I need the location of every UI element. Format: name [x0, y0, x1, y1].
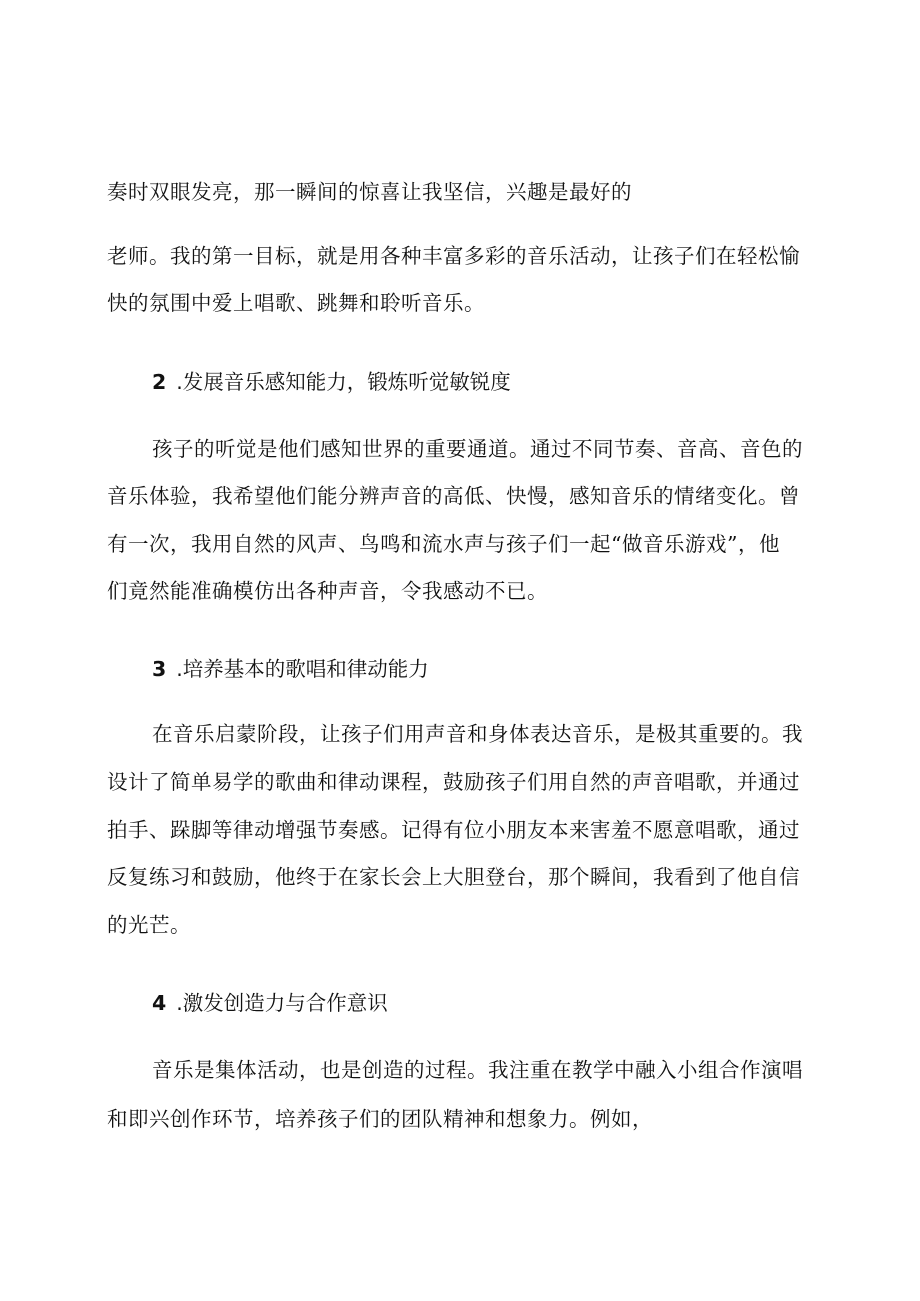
- section-number: 4: [152, 991, 167, 1015]
- paragraph-line: 音乐体验，我希望他们能分辨声音的高低、快慢，感知音乐的情绪变化。曾: [107, 484, 800, 508]
- paragraph-line: 孩子的听觉是他们感知世界的重要通道。通过不同节奏、音高、音色的: [152, 437, 803, 461]
- section-heading-2: [152, 368, 511, 396]
- paragraph-line: 音乐是集体活动，也是创造的过程。我注重在教学中融入小组合作演唱: [152, 1058, 803, 1082]
- paragraph-line: 设计了简单易学的歌曲和律动课程，鼓励孩子们用自然的声音唱歌，并通过: [107, 770, 800, 794]
- paragraph-line: 们竟然能准确模仿出各种声音，令我感动不已。: [107, 579, 548, 603]
- paragraph-line: 拍手、跺脚等律动增强节奏感。记得有位小朋友本来害羞不愿意唱歌，通过: [107, 818, 800, 842]
- section-number: 3: [152, 657, 167, 681]
- paragraph-line: 老师。我的第一目标，就是用各种丰富多彩的音乐活动，让孩子们在轻松愉: [107, 244, 800, 268]
- paragraph-line: 在音乐启蒙阶段，让孩子们用声音和身体表达音乐，是极其重要的。我: [152, 722, 803, 746]
- paragraph-line: 反复练习和鼓励，他终于在家长会上大胆登台，那个瞬间，我看到了他自信: [107, 865, 800, 889]
- section-heading-4: [152, 989, 388, 1017]
- section-heading-3: [152, 655, 429, 683]
- paragraph-line: 快的氛围中爱上唱歌、跳舞和聆听音乐。: [107, 291, 485, 315]
- paragraph-line: 和即兴创作环节，培养孩子们的团队精神和想象力。例如，: [107, 1107, 653, 1131]
- paragraph-line: 有一次，我用自然的风声、鸟鸣和流水声与孩子们一起“做音乐游戏”，他: [107, 532, 780, 556]
- paragraph-line: 奏时双眼发亮，那一瞬间的惊喜让我坚信，兴趣是最好的: [107, 180, 632, 204]
- section-title: .培养基本的歌唱和律动能力: [176, 657, 429, 681]
- paragraph-line: 的光芒。: [107, 913, 191, 937]
- section-number: 2: [152, 370, 167, 394]
- section-title: .发展音乐感知能力，锻炼听觉敏锐度: [176, 370, 511, 394]
- section-title: .激发创造力与合作意识: [176, 991, 388, 1015]
